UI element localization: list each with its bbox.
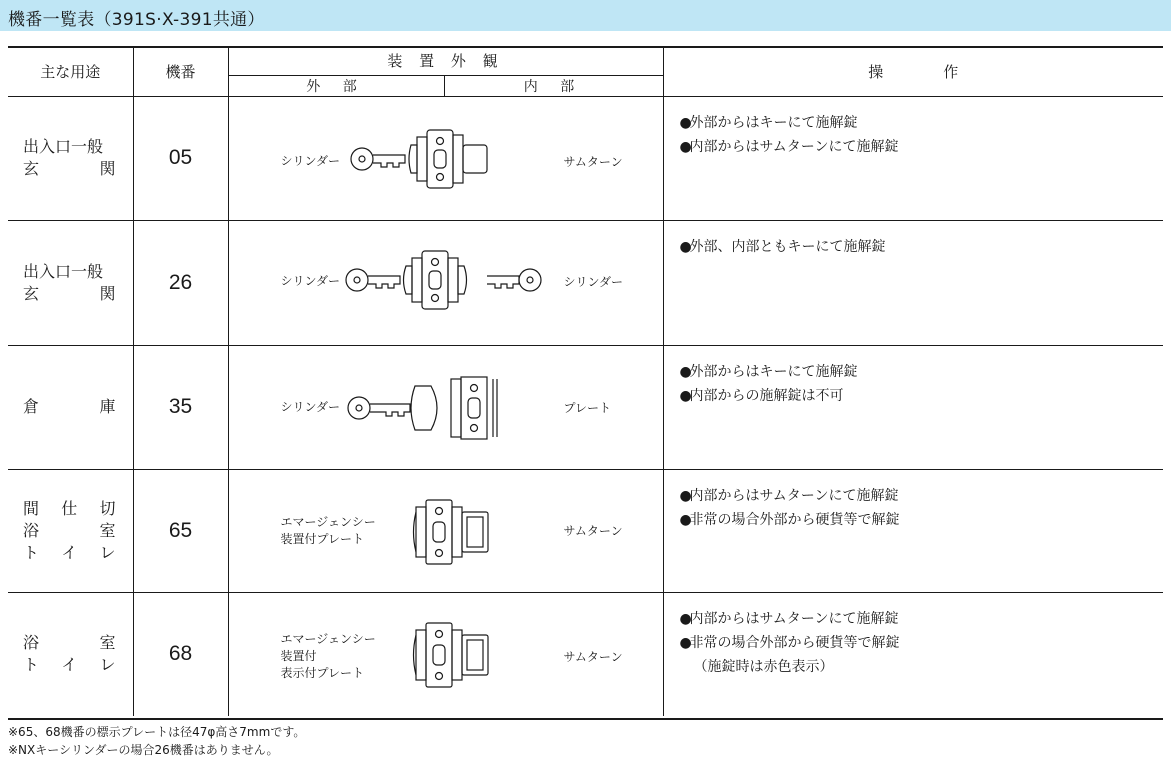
usage-line: 浴 室: [23, 520, 116, 540]
operation-item: ●内部からの施解錠は不可: [679, 387, 844, 404]
usage-line: 出入口一般: [23, 261, 104, 281]
outside-label: 装置付: [280, 648, 317, 663]
usage-cell: [8, 345, 133, 469]
model-table: [8, 47, 1163, 716]
title-band: [0, 0, 1171, 31]
usage-char: 関: [99, 283, 116, 303]
footnote: ※65、68機番の標示プレートは径47φ高さ7mmです。: [8, 725, 306, 739]
table-row: [8, 469, 1163, 592]
operation-item: ●非常の場合外部から硬貨等で解錠: [679, 511, 900, 528]
usage-cell: [8, 220, 133, 345]
inside-label: サムターン: [563, 154, 623, 169]
usage-char: 玄: [23, 283, 40, 303]
model-number: 68: [133, 592, 228, 716]
inside-label: プレート: [563, 400, 612, 415]
outside-label: エマージェンシー: [280, 514, 376, 529]
table-bottom-rule: [8, 718, 1163, 720]
model-number: 05: [133, 96, 228, 220]
header-operation: 操 作: [868, 62, 959, 81]
appearance-cell: [228, 469, 663, 592]
table-row: [8, 96, 1163, 220]
model-number: 26: [133, 220, 228, 345]
inside-label: サムターン: [563, 649, 623, 664]
usage-line: 間 仕 切: [23, 498, 116, 518]
table-row: [8, 345, 1163, 469]
operation-cell: [663, 592, 1163, 716]
operation-item: ●内部からはサムターンにて施解錠: [679, 487, 899, 504]
appearance-cell: [228, 592, 663, 716]
usage-cell: [8, 592, 133, 716]
inside-label: シリンダー: [563, 274, 624, 289]
header-inside: 内 部: [444, 75, 663, 96]
operation-cell: [663, 469, 1163, 592]
outside-label: エマージェンシー: [280, 631, 376, 646]
usage-char: 関: [99, 159, 116, 178]
operation-item: ●非常の場合外部から硬貨等で解錠: [679, 634, 900, 651]
appearance-cell: [228, 96, 663, 220]
operation-item: ●外部からはキーにて施解錠: [679, 363, 858, 380]
usage-cell: [8, 96, 133, 220]
operation-cell: [663, 96, 1163, 220]
header-outside: 外 部: [228, 75, 444, 96]
table-row: [8, 592, 1163, 716]
operation-note: （施錠時は赤色表示）: [693, 658, 834, 675]
page-title: 機番一覧表（391S·X-391共通）: [8, 10, 265, 30]
outside-label: シリンダー: [280, 399, 341, 414]
usage-line: ト イ レ: [23, 655, 116, 675]
usage-line: [8, 158, 133, 180]
usage-char: 倉: [23, 397, 40, 416]
usage-char: 玄: [23, 159, 40, 178]
usage-line: [8, 283, 133, 305]
usage-line: 出入口一般: [23, 137, 104, 156]
usage-cell: [8, 469, 133, 592]
model-number: 35: [133, 345, 228, 469]
usage-line: ト イ レ: [23, 542, 116, 562]
appearance-cell: [228, 345, 663, 469]
outside-label: シリンダー: [280, 273, 341, 288]
usage-line: [8, 396, 133, 418]
operation-item: ●内部からはサムターンにて施解錠: [679, 610, 899, 627]
outside-label: シリンダー: [280, 153, 341, 168]
inside-label: サムターン: [563, 523, 623, 538]
footnote: ※NXキーシリンダーの場合26機番はありません。: [8, 743, 279, 757]
operation-item: ●内部からはサムターンにて施解錠: [679, 138, 899, 155]
usage-line: 浴 室: [23, 633, 116, 653]
usage-char: 庫: [99, 397, 116, 416]
table-row: [8, 220, 1163, 345]
operation-item: ●外部、内部ともキーにて施解錠: [679, 238, 886, 255]
outside-label: 装置付プレート: [280, 531, 365, 546]
operation-cell: [663, 220, 1163, 345]
operation-cell: [663, 345, 1163, 469]
outside-label: 表示付プレート: [280, 665, 365, 680]
header-appearance: 装 置 外 観: [228, 47, 663, 75]
header-number: 機番: [133, 47, 228, 96]
model-number: 65: [133, 469, 228, 592]
appearance-cell: [228, 220, 663, 345]
operation-item: ●外部からはキーにて施解錠: [679, 114, 858, 131]
header-usage: 主な用途: [8, 47, 133, 96]
